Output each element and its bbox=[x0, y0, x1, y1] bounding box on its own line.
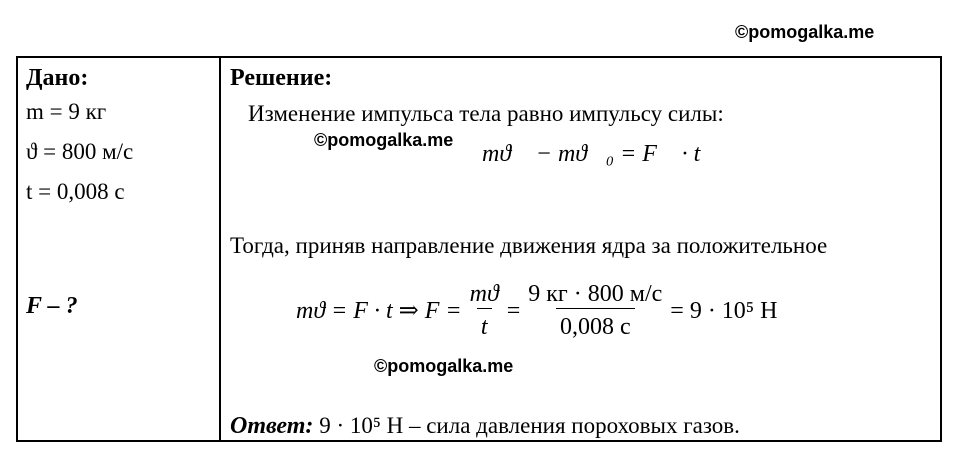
equals-sign: = bbox=[506, 297, 521, 324]
column-divider bbox=[219, 58, 221, 440]
solution-header: Решение: bbox=[230, 65, 333, 91]
force-result: = 9 · 10⁵ Н bbox=[670, 297, 778, 324]
fraction-2-denominator: 0,008 с bbox=[556, 308, 635, 339]
fraction-2 bbox=[524, 282, 666, 339]
solution-line-2: Тогда, приняв направление движения ядра за положительное bbox=[230, 233, 828, 258]
solution-table bbox=[16, 56, 942, 442]
fraction-1 bbox=[466, 282, 503, 339]
answer-text: 9 · 10⁵ Н – сила давления пороховых газов. bbox=[319, 413, 740, 438]
force-formula-lhs: mϑ = F · t ⇒ F = bbox=[296, 297, 462, 324]
answer-label: Ответ: bbox=[230, 413, 314, 439]
momentum-formula: mϑ⃗ − mϑ⃗₀ = F⃗ · t bbox=[482, 141, 701, 167]
fraction-1-denominator: t bbox=[477, 308, 492, 339]
given-header: Дано: bbox=[26, 65, 89, 91]
given-mass: m = 9 кг bbox=[26, 99, 107, 124]
solution-line-1: Изменение импульса тела равно импульсу силы: bbox=[248, 101, 724, 126]
fraction-2-numerator: 9 кг · 800 м/с bbox=[528, 281, 663, 307]
given-time: t = 0,008 с bbox=[26, 179, 125, 204]
fraction-1-numerator: mϑ bbox=[469, 281, 499, 307]
answer-line bbox=[230, 414, 740, 438]
watermark-bottom: ©pomogalka.me bbox=[374, 356, 514, 376]
watermark-top: ©pomogalka.me bbox=[735, 22, 875, 42]
given-velocity: ϑ = 800 м/с bbox=[26, 139, 134, 164]
force-formula bbox=[296, 282, 778, 339]
watermark-middle: ©pomogalka.me bbox=[314, 130, 454, 150]
unknown-force: F – ? bbox=[26, 293, 78, 319]
